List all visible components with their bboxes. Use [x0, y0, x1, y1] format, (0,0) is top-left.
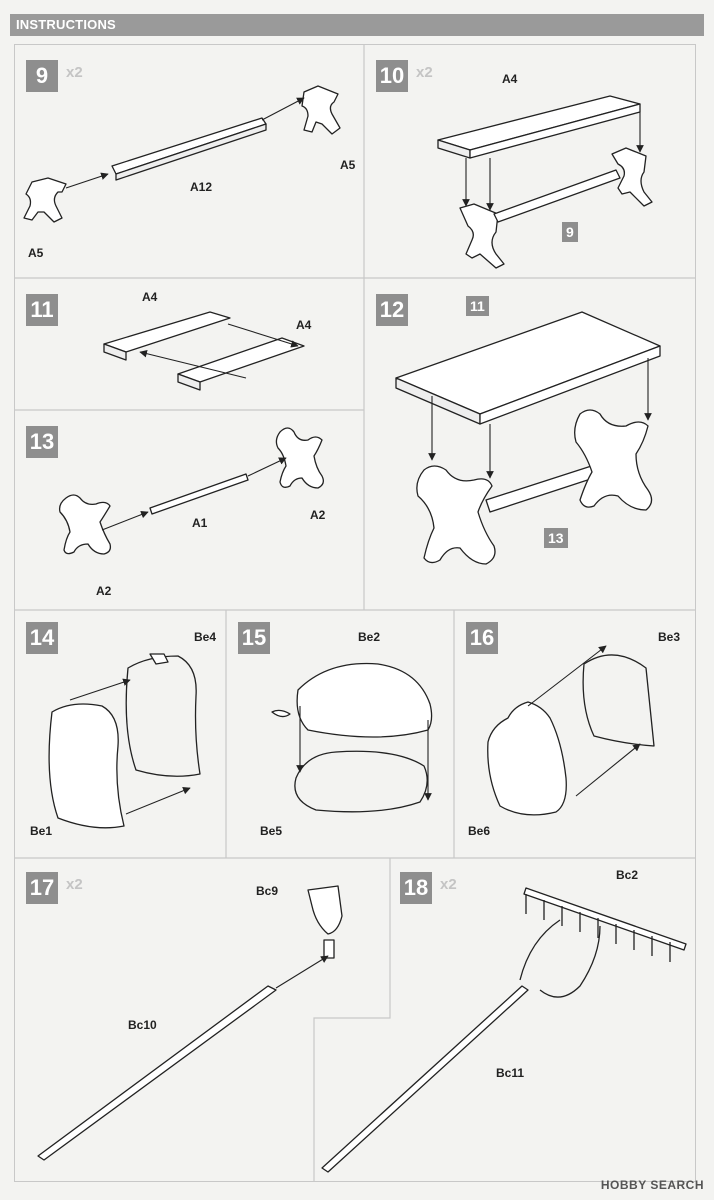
step13-part-label: A2 — [310, 508, 326, 522]
step17-part-label: Bc10 — [128, 1018, 157, 1032]
step-11-number: 11 — [26, 294, 58, 326]
step-15-number: 15 — [238, 622, 270, 654]
instructions-header: INSTRUCTIONS — [10, 14, 704, 36]
step17-part-label: Bc9 — [256, 884, 279, 898]
step17-drawing — [38, 886, 342, 1160]
step-17-multiplier: x2 — [66, 876, 83, 893]
step14-part-label: Be4 — [194, 630, 217, 644]
step16-part-label: Be3 — [658, 630, 681, 644]
step10-ref-badge: 9 — [562, 222, 578, 242]
step-18-number: 18 — [400, 872, 432, 904]
step18-part-label: Bc2 — [616, 868, 639, 882]
step13-part-label: A1 — [192, 516, 208, 530]
step-10-multiplier: x2 — [416, 64, 433, 81]
step-9-number: 9 — [26, 60, 58, 92]
step9-part-label: A5 — [28, 246, 44, 260]
step9-part-label: A12 — [190, 180, 213, 194]
step12-drawing — [396, 312, 660, 564]
step-18-multiplier: x2 — [440, 876, 457, 893]
step15-part-label: Be2 — [358, 630, 381, 644]
step18-part-label: Bc11 — [496, 1066, 525, 1080]
step13-part-label: A2 — [96, 584, 112, 598]
step-12-number: 12 — [376, 294, 408, 326]
step18-drawing — [322, 888, 686, 1172]
step14-part-label: Be1 — [30, 824, 53, 838]
step16-part-label: Be6 — [468, 824, 491, 838]
step10-part-label: A4 — [502, 72, 518, 86]
step14-drawing — [49, 654, 200, 828]
step11-part-label: A4 — [296, 318, 312, 332]
step12-ref-badge: 11 — [466, 296, 489, 316]
step-13-number: 13 — [26, 426, 58, 458]
step16-drawing — [488, 655, 654, 815]
step11-drawing — [104, 312, 304, 390]
step-9-multiplier: x2 — [66, 64, 83, 81]
step9-drawing — [24, 86, 340, 222]
panel-dividers — [14, 44, 696, 1182]
step15-part-label: Be5 — [260, 824, 283, 838]
step-14-number: 14 — [26, 622, 58, 654]
step10-drawing — [438, 96, 652, 268]
step-16-number: 16 — [466, 622, 498, 654]
step15-drawing — [272, 664, 432, 812]
step13-drawing — [60, 428, 324, 554]
step-17-number: 17 — [26, 872, 58, 904]
step9-part-label: A5 — [340, 158, 356, 172]
step11-part-label: A4 — [142, 290, 158, 304]
step-10-number: 10 — [376, 60, 408, 92]
watermark: HOBBY SEARCH — [600, 1178, 704, 1192]
step12-ref-badge: 13 — [544, 528, 568, 548]
